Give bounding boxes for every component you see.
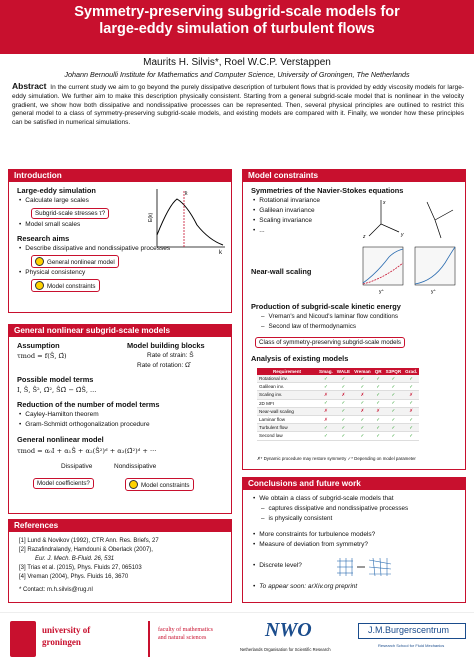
general-model-heading: General nonlinear model	[17, 435, 104, 444]
conclusion-item-1: • We obtain a class of subgrid-scale models that	[253, 495, 394, 502]
title-line-2: large-eddy simulation of turbulent flows	[99, 21, 375, 37]
table-cell: ✗	[373, 407, 384, 415]
conclusion-item-3: – is physically consistent	[245, 515, 332, 522]
authors: Maurits H. Silvis*, Roel W.C.P. Verstappen	[143, 57, 331, 68]
les-item-2: • Model small scales	[19, 221, 80, 228]
question-2: • Measure of deviation from symmetry?	[253, 541, 368, 548]
appear-soon: • To appear soon: arXiv.org preprint	[253, 583, 357, 590]
table-header-row	[257, 368, 419, 375]
table-row	[257, 432, 419, 440]
table-cell: ✓	[384, 415, 404, 423]
nearwall-xlabel-2: y⁺	[431, 289, 437, 295]
general-model-label: General nonlinear model	[47, 259, 115, 266]
table-cell: ✓	[403, 399, 419, 407]
conclusions-panel	[242, 477, 466, 603]
reference-2: [2] Razafindralandy, Hamdouni & Oberlack (2007),	[19, 547, 153, 553]
table-header: QR	[374, 369, 382, 374]
rate-rotation: Rate of rotation: Ω̂	[137, 362, 190, 369]
table-cell: ✓	[352, 399, 373, 407]
jmb-name: J.M.Burgerscentrum	[368, 625, 450, 635]
nearwall-heading: Near-wall scaling	[251, 267, 312, 276]
table-header: S3PQR	[385, 369, 402, 374]
lightbulb-icon	[129, 480, 138, 489]
table-note: ✗* Dynamic procedure may restore symmetry ✓* Depending on model parameter	[257, 456, 416, 461]
table-cell: ✓	[384, 375, 404, 383]
table-cell: ✓	[317, 383, 335, 391]
constraints-label-2: Model constraints	[141, 482, 190, 489]
table-cell: ✗	[317, 391, 335, 399]
analysis-heading: Analysis of existing models	[251, 354, 349, 363]
table-cell: ✓	[335, 424, 352, 432]
rate-strain: Rate of strain: Ŝ	[147, 352, 194, 359]
sym-item-1: • Rotational invariance	[253, 197, 320, 204]
spectrum-cutoff-label: k̄	[185, 191, 188, 197]
reduction-item-1: • Cayley-Hamilton theorem	[19, 411, 99, 418]
general-model-formula: τmod = α₀I + α₁Ŝ + α₂(Ŝ²)ᵈ + α₃(Ω̂²)ᵈ + ···	[17, 447, 157, 455]
table-cell: ✓	[373, 391, 384, 399]
references-title: References	[9, 520, 231, 532]
rug-name-2: groningen	[42, 637, 81, 647]
blocks-heading: Model building blocks	[127, 341, 205, 350]
table-cell: ✓	[335, 383, 352, 391]
coordinate-axes-diagram	[361, 196, 459, 240]
table-cell: ✓	[384, 383, 404, 391]
symmetries-heading: Symmetries of the Navier-Stokes equations	[251, 186, 404, 195]
reference-2b: Eur. J. Mech. B-Fluid. 26, 531	[35, 556, 115, 562]
lightbulb-icon	[35, 257, 44, 266]
table-cell: ✓	[403, 415, 419, 423]
table-cell: ✓	[403, 375, 419, 383]
table-row	[257, 383, 419, 391]
table-cell: ✓	[352, 375, 373, 383]
poster-header	[0, 0, 474, 54]
assumption-formula: τmod = f(Ŝ, Ω̂)	[17, 352, 67, 360]
references-panel	[8, 519, 232, 603]
coefficients-box: Model coefficients?	[33, 478, 94, 489]
affiliation: Johann Bernoulli Institute for Mathematics and Computer Science, University of Groningen, The Netherlands	[64, 70, 410, 79]
introduction-panel	[8, 169, 232, 313]
table-row	[257, 375, 419, 383]
introduction-title: Introduction	[9, 170, 231, 182]
faculty-1: faculty of mathematics	[158, 627, 213, 633]
les-heading: Large-eddy simulation	[17, 186, 96, 195]
table-cell: ✗	[352, 407, 373, 415]
table-row-label: Near-wall scaling	[257, 407, 317, 415]
table-cell: ✓	[373, 383, 384, 391]
rug-crest-icon	[10, 621, 36, 657]
sym-item-3: • Scaling invariance	[253, 217, 312, 224]
table-row	[257, 399, 419, 407]
table-cell: ✓	[384, 424, 404, 432]
spectrum-xlabel: k	[219, 250, 222, 256]
table-cell: ✓	[335, 375, 352, 383]
nearwall-plots	[353, 243, 461, 295]
table-cell: ✓	[373, 415, 384, 423]
question-1: • More constraints for turbulence models?	[253, 531, 375, 538]
class-box: Class of symmetry-preserving subgrid-scale models	[255, 337, 405, 348]
table-row	[257, 424, 419, 432]
table-header: Requirement	[257, 368, 317, 375]
table-row	[257, 415, 419, 423]
reference-3: [3] Trias et al. (2015), Phys. Fluids 27, 065103	[19, 565, 142, 571]
constraints-panel	[242, 169, 466, 470]
axis-label-x: x	[383, 200, 386, 206]
general-models-panel	[8, 324, 232, 514]
table-cell: ✓	[352, 424, 373, 432]
table-cell: ✗	[317, 407, 335, 415]
contact-email[interactable]: * Contact: m.h.silvis@rug.nl	[19, 587, 93, 593]
aims-item-2: • Physical consistency	[19, 269, 85, 276]
dissipative-label: Dissipative	[61, 463, 93, 470]
general-models-title: General nonlinear subgrid-scale models	[9, 325, 231, 337]
table-row-label: Turbulent flow	[257, 424, 317, 432]
table-row	[257, 407, 419, 415]
faculty-2: and natural sciences	[158, 635, 207, 641]
reference-4: [4] Vreman (2004), Phys. Fluids 16, 3670	[19, 574, 129, 580]
sym-item-2: • Galilean invariance	[253, 207, 315, 214]
kinetic-heading: Production of subgrid-scale kinetic energy	[251, 302, 401, 311]
table-cell: ✓	[373, 432, 384, 440]
energy-spectrum-plot	[149, 185, 229, 255]
table-cell: ✗	[317, 415, 335, 423]
table-cell: ✓	[317, 432, 335, 440]
assumption-heading: Assumption	[17, 341, 60, 350]
table-row-label: Laminar flow	[257, 415, 317, 423]
analysis-table	[257, 368, 419, 441]
spectrum-ylabel: E(k)	[148, 212, 154, 222]
table-header: Smag.	[319, 369, 333, 374]
abstract	[12, 82, 464, 128]
table-cell: ✗	[403, 407, 419, 415]
nwo-text: Netherlands Organisation for Scientific Research	[240, 647, 331, 652]
table-header: Grad.	[405, 369, 418, 374]
table-cell: ✓	[352, 432, 373, 440]
table-cell: ✓	[384, 407, 404, 415]
title-line-1: Symmetry-preserving subgrid-scale models for	[74, 4, 400, 20]
conclusions-title: Conclusions and future work	[243, 478, 465, 490]
table-row-label: 2D MFI	[257, 399, 317, 407]
table-cell: ✓	[335, 407, 352, 415]
table-cell: ✓	[335, 415, 352, 423]
abstract-text: In the current study we aim to go beyond the purely dissipative description of turbulent flows that is provided by eddy viscosity models for large-eddy simulation. We further aim to make this description physically consistent. Starting from a general subgrid-scale model that is nonlinear in the velocity gradient, we show how both dissipative and nondissipative processes can be represented. Then, several physical principles are outlined to restrict this general model to a class of symmetry-preserving subgrid-scale models, and existing models are compared with it. Finally, we wonder how these principles can be satisfied in numerical simulations.	[12, 84, 464, 127]
table-cell: ✓	[373, 399, 384, 407]
axis-label-z: z	[363, 234, 366, 240]
table-cell: ✗	[335, 391, 352, 399]
table-cell: ✓	[352, 383, 373, 391]
table-header: Vreman	[354, 369, 371, 374]
footer	[0, 612, 474, 671]
jmb-text: Research School for Fluid Mechanics	[378, 643, 445, 648]
nearwall-xlabel-1: y⁺	[379, 289, 385, 295]
table-body	[257, 375, 419, 440]
les-item-1: • Calculate large scales	[19, 197, 89, 204]
table-cell: ✓	[403, 432, 419, 440]
stress-box: Subgrid-scale stresses τ?	[31, 208, 109, 219]
table-cell: ✓	[352, 415, 373, 423]
constraints-title: Model constraints	[243, 170, 465, 182]
table-cell: ✓	[335, 399, 352, 407]
nwo-logo: NWO	[265, 619, 312, 641]
nondissipative-label: Nondissipative	[114, 463, 157, 470]
aims-heading: Research aims	[17, 234, 70, 243]
table-cell: ✓	[384, 432, 404, 440]
table-cell: ✓	[373, 375, 384, 383]
rug-name-1: university of	[42, 625, 91, 635]
table-cell: ✓	[317, 399, 335, 407]
table-cell: ✗	[403, 391, 419, 399]
table-cell: ✗	[352, 391, 373, 399]
aims-item-1: • Describe dissipative and nondissipative processes	[19, 245, 170, 252]
table-row-label: Second law	[257, 432, 317, 440]
table-cell: ✓	[373, 424, 384, 432]
table-cell: ✓	[317, 424, 335, 432]
reference-1: [1] Lund & Novikov (1992), CTR Ann. Res. Briefs, 27	[19, 538, 159, 544]
table-row-label: Rotational inv.	[257, 375, 317, 383]
table-header: WALE	[336, 369, 351, 374]
table-cell: ✓	[384, 391, 404, 399]
constraints-box	[31, 279, 100, 292]
constraints-box-2	[125, 478, 194, 491]
lightbulb-icon	[35, 281, 44, 290]
abstract-label: Abstract	[12, 81, 47, 91]
table-cell: ✓	[384, 399, 404, 407]
grid-icons	[335, 556, 395, 578]
reduction-heading: Reduction of the number of model terms	[17, 400, 160, 409]
general-model-box	[31, 255, 119, 268]
reduction-item-2: • Gram-Schmidt orthogonalization procedure	[19, 421, 150, 428]
table-cell: ✓	[403, 383, 419, 391]
axis-label-y: y	[401, 232, 404, 238]
table-row	[257, 391, 419, 399]
terms-formula: I, Ŝ, Ŝ², Ω̂², ŜΩ̂ − Ω̂Ŝ, ...	[17, 386, 97, 394]
constraints-label: Model constraints	[47, 283, 96, 290]
kinetic-item-1: – Vreman's and Nicoud's laminar flow conditions	[245, 313, 398, 320]
table-cell: ✓	[335, 432, 352, 440]
terms-heading: Possible model terms	[17, 375, 94, 384]
conclusion-item-2: – captures dissipative and nondissipative processes	[245, 505, 408, 512]
table-row-label: Scaling inv.	[257, 391, 317, 399]
kinetic-item-2: – Second law of thermodynamics	[245, 323, 356, 330]
table-cell: ✓	[403, 424, 419, 432]
table-row-label: Galilean inv.	[257, 383, 317, 391]
discrete-question: • Discrete level?	[253, 562, 302, 569]
sym-item-4: • ...	[253, 227, 265, 234]
divider	[148, 621, 150, 657]
table-cell: ✓	[317, 375, 335, 383]
